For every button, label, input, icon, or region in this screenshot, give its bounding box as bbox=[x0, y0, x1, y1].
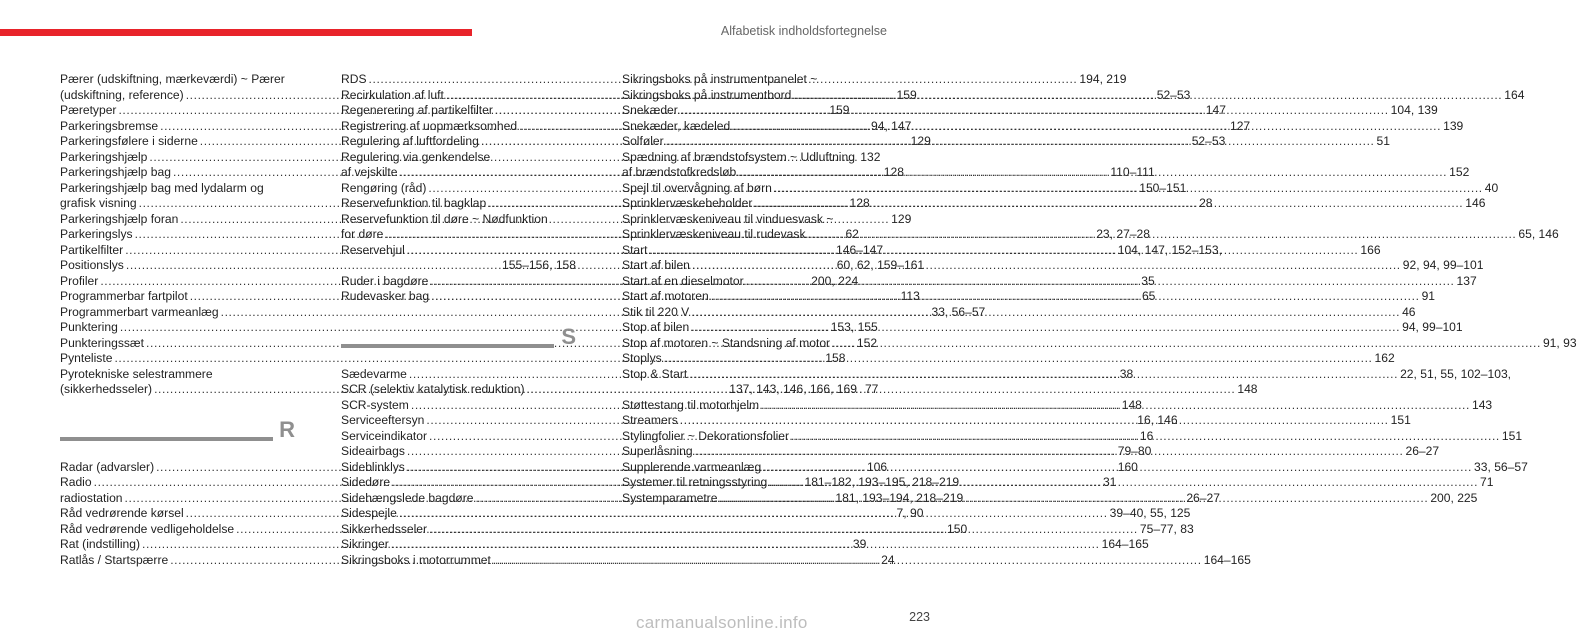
entry-pages: 38 bbox=[1119, 366, 1134, 381]
entry-pages: 33, 56–57 bbox=[931, 304, 986, 319]
entry-term: Stop & Start bbox=[622, 366, 688, 381]
entry-pages: 16, 146 bbox=[1137, 413, 1178, 427]
entry-text-line: Pyrotekniske selestrammere bbox=[60, 366, 213, 381]
entry-pages: 181, 193–194, 218–219 bbox=[835, 490, 964, 505]
entry-pages: 160 bbox=[1117, 459, 1138, 474]
entry-term: Reservefunktion til bagklap bbox=[341, 196, 487, 210]
entry-term: Programmerbart varmeanlæg bbox=[60, 304, 219, 319]
entry-term: Profiler bbox=[60, 273, 99, 288]
entry-term: radiostation bbox=[60, 490, 123, 505]
entry-term: Sikringer bbox=[341, 537, 389, 551]
entry-pages: 91 bbox=[1421, 289, 1436, 303]
entry-pages: 132 bbox=[860, 149, 881, 164]
entry-term: Serviceindikator bbox=[341, 428, 428, 443]
entry-pages: 143 bbox=[1471, 397, 1493, 412]
entry-term: Sprinklervæskebeholder bbox=[622, 196, 753, 210]
entry-pages: 139 bbox=[1443, 118, 1464, 133]
index-entry bbox=[622, 320, 1463, 336]
dot-leader bbox=[793, 88, 1502, 104]
dot-leader bbox=[761, 398, 1470, 414]
dot-leader bbox=[689, 367, 1398, 383]
entry-term: Streamers bbox=[622, 413, 678, 427]
entry-pages: 110–111 bbox=[1110, 165, 1155, 179]
entry-pages: 164–165 bbox=[1203, 552, 1251, 567]
dot-leader bbox=[763, 460, 1472, 476]
entry-term: Sædevarme bbox=[341, 366, 407, 381]
dot-leader bbox=[769, 475, 1478, 491]
entry-pages: 159 bbox=[829, 103, 850, 117]
entry-pages: 104, 139 bbox=[1390, 103, 1438, 117]
entry-pages: 7, 90 bbox=[896, 506, 924, 520]
entry-pages: 129 bbox=[910, 134, 931, 148]
entry-term: Pynteliste bbox=[60, 351, 113, 365]
entry-pages: 77 bbox=[864, 382, 879, 396]
entry-term: RDS bbox=[341, 72, 367, 86]
entry-pages: 39–40, 55, 125 bbox=[1109, 506, 1191, 520]
entry-term: Punktering bbox=[60, 320, 118, 334]
entry-term: Systemparametre bbox=[622, 490, 718, 505]
entry-term: Spejl til overvågning af børn bbox=[622, 180, 772, 195]
entry-pages: 65, 146 bbox=[1518, 227, 1559, 241]
dot-leader bbox=[746, 274, 1455, 290]
entry-pages: 75–77, 83 bbox=[1139, 521, 1194, 536]
entry-pages: 31 bbox=[1102, 475, 1117, 489]
dot-leader bbox=[691, 305, 1400, 321]
entry-text-line: Regulering via genkendelse bbox=[341, 149, 491, 164]
entry-term: Rudevasker bag bbox=[341, 289, 430, 303]
dot-leader bbox=[493, 553, 1202, 569]
entry-pages: 33, 56–57 bbox=[1474, 459, 1528, 474]
entry-term: Parkeringshjælp bbox=[60, 149, 148, 164]
entry-term: Parkeringshjælp bag bbox=[60, 165, 171, 179]
entry-line bbox=[622, 320, 1463, 336]
entry-term: (sikkerhedsseler) bbox=[60, 382, 153, 396]
entry-term: Solføler bbox=[622, 134, 664, 148]
entry-pages: 16 bbox=[1139, 428, 1154, 443]
entry-pages: 151 bbox=[1501, 428, 1523, 443]
dot-leader bbox=[664, 351, 1373, 367]
entry-pages: 60, 62, 159–161 bbox=[836, 258, 925, 272]
entry-text-line: Pærer (udskiftning, mærkeværdi) ~ Pærer bbox=[60, 72, 285, 86]
dot-leader bbox=[711, 289, 1420, 305]
entry-pages: 153, 155 bbox=[830, 320, 878, 334]
dot-leader bbox=[774, 181, 1483, 197]
dot-leader bbox=[666, 134, 1375, 150]
section-heading-r bbox=[60, 416, 295, 452]
entry-pages: 162 bbox=[1374, 351, 1395, 365]
dot-leader bbox=[791, 429, 1500, 445]
entry-term: Stoplys bbox=[622, 351, 662, 365]
entry-pages: 128 bbox=[849, 196, 870, 210]
entry-pages: 35 bbox=[1141, 273, 1155, 288]
entry-term: Positionslys bbox=[60, 258, 124, 272]
entry-pages: 137 bbox=[1456, 273, 1477, 288]
entry-pages: 52–53 bbox=[1156, 87, 1191, 102]
dot-leader bbox=[391, 537, 1100, 553]
entry-term: Parkeringshjælp foran bbox=[60, 211, 179, 226]
entry-term: Sideairbags bbox=[341, 444, 405, 458]
entry-pages: 148 bbox=[1237, 382, 1258, 396]
entry-pages: 129 bbox=[891, 211, 912, 226]
dot-leader bbox=[650, 243, 1359, 259]
dot-leader bbox=[692, 258, 1401, 274]
entry-pages: 146–147 bbox=[836, 242, 884, 257]
entry-pages: 52–53 bbox=[1191, 134, 1226, 148]
entry-pages: 152 bbox=[1449, 165, 1470, 179]
entry-term: Snekæder bbox=[622, 103, 678, 117]
entry-term: Serviceeftersyn bbox=[341, 413, 425, 427]
entry-pages: 148 bbox=[1121, 397, 1142, 412]
entry-term: Start af motoren bbox=[622, 289, 709, 303]
entry-pages: 164–165 bbox=[1101, 537, 1149, 551]
entry-term: Start bbox=[622, 242, 648, 257]
entry-term: Stop af bilen bbox=[622, 320, 690, 334]
entry-term: Stop af motoren ~ Standsning af motor bbox=[622, 335, 831, 350]
entry-pages: 128 bbox=[883, 165, 904, 179]
entry-term: Parkeringslys bbox=[60, 227, 133, 241]
index-entry bbox=[622, 351, 1395, 367]
entry-term: Partikelfilter bbox=[60, 242, 124, 257]
entry-term: Registrering af uopmærksomhed bbox=[341, 118, 518, 133]
entry-term: SCR-system bbox=[341, 397, 409, 412]
section-rule bbox=[341, 344, 554, 348]
running-head: Alfabetisk indholdsfortegnelse bbox=[720, 24, 887, 38]
entry-term: Programmerbar fartpilot bbox=[60, 289, 188, 303]
entry-pages: 151 bbox=[1390, 413, 1411, 427]
entry-text-line: Parkeringshjælp bag med lydalarm og bbox=[60, 180, 264, 195]
dot-leader bbox=[808, 227, 1517, 243]
entry-term: Sidedøre bbox=[341, 475, 391, 489]
entry-pages: 65 bbox=[1141, 289, 1156, 303]
entry-term: Sideblinklys bbox=[341, 459, 405, 474]
entry-pages: 127 bbox=[1229, 118, 1251, 133]
entry-term: Stik til 220 V bbox=[622, 304, 690, 319]
entry-pages: 39 bbox=[852, 537, 867, 551]
section-heading-s bbox=[341, 323, 576, 359]
dot-leader bbox=[691, 320, 1400, 336]
entry-term: Radar (advarsler) bbox=[60, 459, 155, 474]
dot-leader bbox=[832, 336, 1541, 352]
entry-pages: 91, 93 bbox=[1542, 335, 1577, 350]
dot-leader bbox=[680, 413, 1389, 429]
entry-pages: 158 bbox=[825, 351, 846, 365]
entry-term: Stylingfolier ~ Dekorationsfolier bbox=[622, 428, 790, 443]
entry-term: Sikringsboks i motorrummet bbox=[341, 552, 491, 567]
entry-term: Sidespejle bbox=[341, 506, 397, 520]
entry-pages: 164 bbox=[1504, 87, 1525, 102]
entry-pages: 62 bbox=[845, 227, 859, 241]
entry-pages: 147 bbox=[1205, 103, 1226, 117]
entry-pages-continued: 155–156, 158 bbox=[502, 258, 576, 272]
entry-pages: 146 bbox=[1465, 196, 1486, 210]
entry-term: Råd vedrørende vedligeholdelse bbox=[60, 521, 235, 536]
section-letter: S bbox=[561, 323, 576, 349]
entry-term: Rat (indstilling) bbox=[60, 537, 140, 551]
dot-leader bbox=[738, 165, 1447, 181]
entry-pages: 23, 27–28 bbox=[1096, 227, 1151, 241]
entry-text-line: Sprinklervæskeniveau til vinduesvask ~ bbox=[622, 211, 834, 226]
entry-pages: 28 bbox=[1199, 196, 1213, 210]
entry-term: SCR (selektiv katalytisk reduktion) bbox=[341, 382, 525, 396]
entry-pages: 200, 224 bbox=[811, 273, 859, 288]
entry-pages: 24 bbox=[881, 552, 895, 567]
entry-pages: 194, 219 bbox=[1079, 72, 1127, 86]
entry-term: af vejskilte bbox=[341, 165, 398, 179]
entry-pages: 26–27 bbox=[1186, 490, 1220, 505]
entry-pages: 159 bbox=[896, 87, 917, 102]
watermark: carmanualsonline.info bbox=[636, 613, 808, 632]
entry-pages: 26–27 bbox=[1405, 444, 1440, 458]
entry-term: Punkteringssæt bbox=[60, 335, 145, 350]
dot-leader bbox=[719, 491, 1428, 507]
entry-pages: 46 bbox=[1402, 304, 1416, 319]
entry-pages: 71 bbox=[1480, 475, 1494, 489]
section-rule bbox=[60, 437, 273, 441]
dot-leader bbox=[429, 522, 1138, 538]
entry-term: (udskiftning, reference) bbox=[60, 87, 184, 102]
entry-pages: 79–80 bbox=[1117, 444, 1152, 458]
entry-pages: 94, 147 bbox=[871, 118, 912, 133]
section-letter: R bbox=[279, 416, 295, 442]
entry-pages-continued: 137, 143, 146, 166, 169 bbox=[729, 382, 857, 396]
entry-term: Supplerende varmeanlæg bbox=[622, 459, 762, 474]
entry-term: for døre bbox=[341, 227, 384, 241]
entry-pages: 104, 147, 152–153, bbox=[1117, 242, 1222, 257]
entry-term: Reservehjul bbox=[341, 242, 405, 257]
entry-term: Superlåsning bbox=[622, 444, 693, 458]
entry-term: Sprinklervæskeniveau til rudevask bbox=[622, 227, 806, 241]
entry-text-line: Reservefunktion til døre ~ Nødfunktion bbox=[341, 211, 548, 226]
entry-term: Regenerering af partikelfilter bbox=[341, 103, 493, 117]
dot-leader bbox=[732, 119, 1441, 135]
entry-pages: 150–151 bbox=[1139, 180, 1187, 195]
entry-term: Parkeringsbremse bbox=[60, 118, 159, 133]
entry-term: Systemer til retningsstyring bbox=[622, 475, 768, 489]
entry-term: Støttestang til motorhjelm bbox=[622, 397, 760, 412]
entry-term: Rengøring (råd) bbox=[341, 180, 427, 195]
entry-pages: 94, 99–101 bbox=[1402, 320, 1463, 334]
entry-term: Råd vedrørende kørsel bbox=[60, 506, 184, 520]
entry-term: Recirkulation af luft bbox=[341, 87, 444, 102]
entry-pages: 152 bbox=[856, 335, 878, 350]
entry-pages: 40 bbox=[1484, 180, 1499, 195]
dot-leader bbox=[695, 444, 1404, 460]
entry-term: Start af bilen bbox=[622, 258, 690, 272]
entry-pages: 181–182, 193–195, 218–219 bbox=[804, 475, 960, 489]
entry-pages: 22, 51, 55, 102–103, bbox=[1400, 366, 1512, 381]
entry-pages: 106 bbox=[866, 459, 888, 474]
entry-term: Sikkerhedsseler bbox=[341, 521, 428, 536]
entry-pages: 150 bbox=[947, 521, 968, 536]
dot-leader bbox=[754, 196, 1463, 212]
entry-term: Start af en dieselmotor bbox=[622, 273, 744, 288]
page-number: 223 bbox=[909, 610, 930, 624]
entry-text-line: Spædning af brændstofsystem ~ Udluftning bbox=[622, 149, 855, 164]
header-accent-bar bbox=[0, 29, 472, 36]
entry-term: af brændstofkredsløb bbox=[622, 165, 737, 179]
entry-pages: 92, 94, 99–101 bbox=[1402, 258, 1484, 272]
entry-term: grafisk visning bbox=[60, 196, 137, 210]
entry-pages: 166 bbox=[1360, 242, 1381, 257]
entry-term: Regulering af luftfordeling bbox=[341, 134, 479, 148]
entry-pages: 51 bbox=[1376, 134, 1390, 148]
entry-term: Radio bbox=[60, 475, 92, 489]
entry-term: Snekæder, kædeled bbox=[622, 118, 731, 133]
entry-pages: 200, 225 bbox=[1430, 490, 1478, 505]
entry-term: Sikringsboks på instrumentbord bbox=[622, 87, 792, 102]
entry-term: Pæretyper bbox=[60, 103, 117, 117]
entry-text-line: Sikringsboks på instrumentpanelet ~ bbox=[622, 72, 818, 86]
entry-term: Parkeringsfølere i siderne bbox=[60, 134, 198, 148]
dot-leader bbox=[680, 103, 1389, 119]
dot-leader bbox=[399, 506, 1108, 522]
entry-term: Ruder i bagdøre bbox=[341, 273, 429, 288]
entry-pages: 113 bbox=[900, 289, 920, 303]
entry-line bbox=[622, 351, 1395, 367]
entry-term: Sidehængslede bagdøre bbox=[341, 490, 474, 505]
entry-term: Ratlås / Startspærre bbox=[60, 552, 169, 567]
